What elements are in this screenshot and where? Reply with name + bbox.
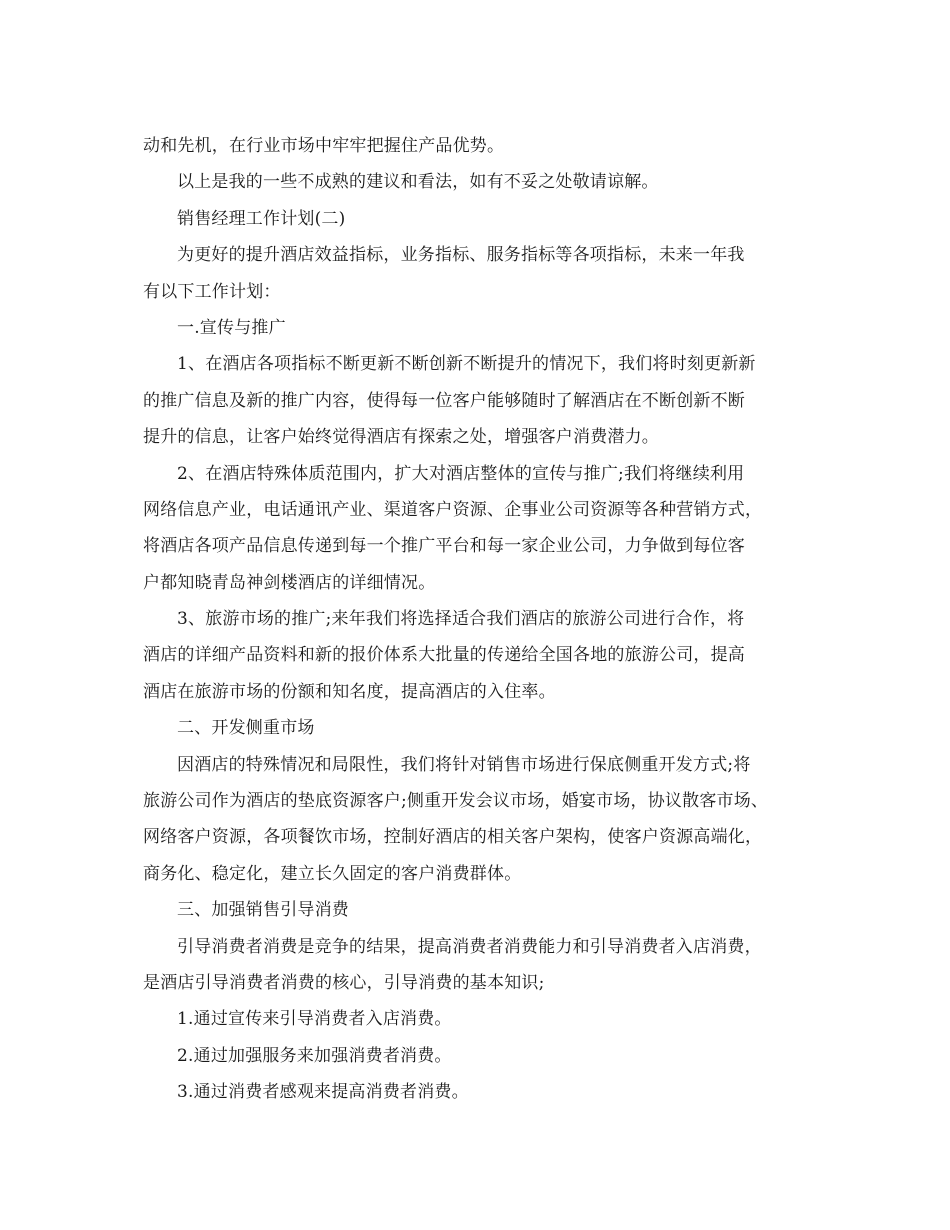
text-line: 3、旅游市场的推广;来年我们将选择适合我们酒店的旅游公司进行合作，将 [177, 609, 745, 630]
text-line: 酒店在旅游市场的份额和知名度，提高酒店的入住率。 [143, 681, 556, 702]
text-line: 动和先机，在行业市场中牢牢把握住产品优势。 [143, 136, 505, 156]
text-line: 提升的信息，让客户始终觉得酒店有探索之处，增强客户消费潜力。 [143, 427, 659, 448]
text-line: 1.通过宣传来引导消费者入店消费。 [177, 1009, 452, 1030]
text-line: 销售经理工作计划(二) [177, 208, 346, 229]
text-line: 因酒店的特殊情况和局限性，我们将针对销售市场进行保底侧重开发方式;将 [177, 754, 751, 775]
text-line: 的推广信息及新的推广内容，使得每一位客户能够随时了解酒店在不断创新不断 [143, 390, 745, 411]
text-line: 旅游公司作为酒店的垫底资源客户;侧重开发会议市场，婚宴市场，协议散客市场、 [143, 791, 769, 812]
text-line: 三、加强销售引导消费 [177, 900, 349, 921]
text-line: 商务化、稳定化，建立长久固定的客户消费群体。 [143, 863, 522, 884]
text-line: 户都知晓青岛神剑楼酒店的详细情况。 [143, 572, 436, 593]
document-body [143, 128, 808, 1111]
text-line: 酒店的详细产品资料和新的报价体系大批量的传递给全国各地的旅游公司，提高 [143, 645, 745, 666]
text-line: 有以下工作计划： [143, 281, 281, 302]
text-line: 是酒店引导消费者消费的核心，引导消费的基本知识; [143, 972, 545, 993]
text-line: 将酒店各项产品信息传递到每一个推广平台和每一家企业公司，力争做到每位客 [143, 536, 745, 557]
text-line: 二、开发侧重市场 [177, 718, 315, 739]
text-line: 2.通过加强服务来加强消费者消费。 [177, 1045, 452, 1066]
text-line: 3.通过消费者感观来提高消费者消费。 [177, 1082, 469, 1103]
text-line: 引导消费者消费是竞争的结果，提高消费者消费能力和引导消费者入店消费， [177, 936, 762, 957]
text-line: 1、在酒店各项指标不断更新不断创新不断提升的情况下，我们将时刻更新新 [177, 354, 756, 375]
text-line: 为更好的提升酒店效益指标，业务指标、服务指标等各项指标，未来一年我 [177, 245, 745, 266]
text-line: 2、在酒店特殊体质范围内，扩大对酒店整体的宣传与推广;我们将继续利用 [177, 463, 745, 484]
text-line: 网络客户资源，各项餐饮市场，控制好酒店的相关客户架构，使客户资源高端化， [143, 827, 763, 848]
text-line: 以上是我的一些不成熟的建议和看法，如有不妥之处敬请谅解。 [177, 172, 659, 193]
text-line: 一.宣传与推广 [177, 317, 286, 338]
text-line: 网络信息产业，电话通讯产业、渠道客户资源、企事业公司资源等各种营销方式， [143, 499, 763, 520]
